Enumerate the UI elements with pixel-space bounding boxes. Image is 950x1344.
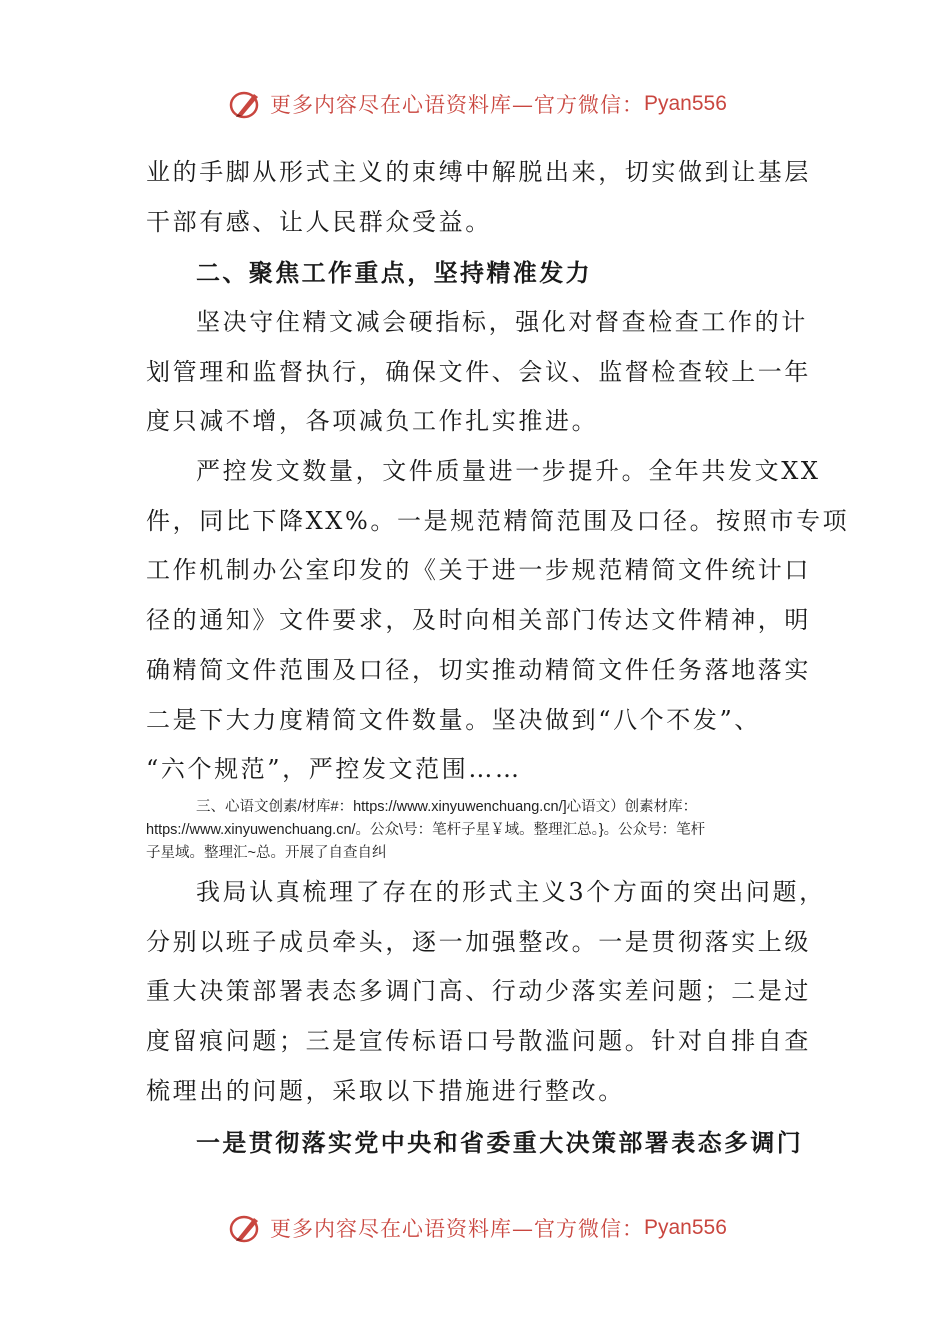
text-line: 件，同比下降XX%。一是规范精简范围及口径。按照市专项 — [146, 506, 850, 535]
section-heading: 二、聚焦工作重点，坚持精准发力 — [196, 258, 592, 287]
banner-text: 更多内容尽在心语资料库—官方微信： — [270, 93, 644, 117]
paragraph-3 — [146, 447, 850, 795]
header-banner — [228, 84, 728, 124]
paragraph-1 — [146, 148, 811, 247]
banner-text: 更多内容尽在心语资料库—官方微信： — [270, 1217, 644, 1241]
text-line: 确精简文件范围及口径，切实推动精简文件任务落地落实 — [146, 655, 811, 684]
text-line: 二是下大力度精简文件数量。坚决做到“八个不发”、 — [146, 705, 761, 734]
watermark-text — [146, 796, 816, 865]
paragraph-2 — [146, 298, 811, 447]
footer-banner — [228, 1208, 728, 1248]
subsection-heading: 一是贯彻落实党中央和省委重大决策部署表态多调门 — [196, 1128, 804, 1157]
text-line: 三、心语文创素/材库#：https://www.xinyuwenchuang.cn/]心语文）创素材库： — [196, 799, 698, 815]
wechat-id: Pyan556 — [644, 1216, 727, 1239]
pen-logo-icon — [228, 86, 264, 122]
text-line: 划管理和监督执行，确保文件、会议、监督检查较上一年 — [146, 357, 811, 386]
text-line: 干部有感、让人民群众受益。 — [146, 207, 492, 236]
text-line: 工作机制办公室印发的《关于进一步规范精简文件统计口 — [146, 556, 811, 585]
text-line: 业的手脚从形式主义的束缚中解脱出来，切实做到让基层 — [146, 158, 811, 186]
text-line: 分别以班子成员牵头，逐一加强整改。一是贯彻落实上级 — [146, 927, 811, 956]
text-line: 子星域。整理汇~总。开展了自查自纠 — [146, 845, 387, 861]
wechat-id: Pyan556 — [644, 92, 727, 115]
text-line: 度只减不增，各项减负工作扎实推进。 — [146, 407, 599, 436]
text-line: 梳理出的问题，采取以下措施进行整改。 — [146, 1076, 625, 1105]
text-line: “六个规范”，严控发文范围…… — [146, 755, 522, 784]
text-line: 我局认真梳理了存在的形式主义3个方面的突出问题， — [196, 878, 826, 906]
paragraph-4 — [146, 868, 826, 1117]
text-line: 重大决策部署表态多调门高、行动少落实差问题；二是过 — [146, 977, 811, 1006]
text-line: 严控发文数量，文件质量进一步提升。全年共发文XX — [196, 457, 821, 485]
pen-logo-icon — [228, 1210, 264, 1246]
text-line: 径的通知》文件要求，及时向相关部门传达文件精神，明 — [146, 606, 811, 635]
text-line: 坚决守住精文减会硬指标，强化对督查检查工作的计 — [196, 308, 808, 336]
text-line: https://www.xinyuwenchuang.cn/。公众\号：笔杆子星￥域。整理汇总。}。公众号：笔杆 — [146, 822, 706, 838]
text-line: 度留痕问题；三是宣传标语口号散滥问题。针对自排自查 — [146, 1027, 811, 1056]
